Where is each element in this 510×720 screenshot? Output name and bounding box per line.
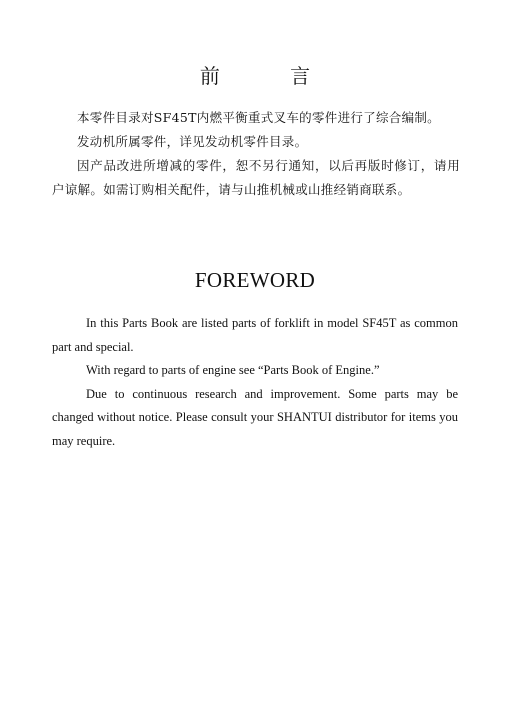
english-body [52, 312, 458, 453]
chinese-body [52, 106, 460, 202]
chinese-paragraph-2: 发动机所属零件，详见发动机零件目录。 [77, 134, 308, 149]
english-paragraph-3: Due to continuous research and improvement. Some parts may be changed without notice. Please consult your SHANTUI distributor for items you may require. [52, 386, 458, 448]
chinese-paragraph-1: 本零件目录对SF45T内燃平衡重式叉车的零件进行了综合编制。 [77, 110, 440, 125]
english-title: FOREWORD [194, 268, 316, 292]
chinese-title: 前 言 [199, 64, 343, 88]
english-paragraph-1: In this Parts Book are listed parts of forklift in model SF45T as common part and special. [52, 316, 458, 354]
english-paragraph-2: With regard to parts of engine see “Parts Book of Engine.” [86, 363, 380, 377]
chinese-paragraph-3: 因产品改进所增减的零件，恕不另行通知，以后再版时修订，请用户谅解。如需订购相关配件，请与山推机械或山推经销商联系。 [52, 158, 460, 197]
